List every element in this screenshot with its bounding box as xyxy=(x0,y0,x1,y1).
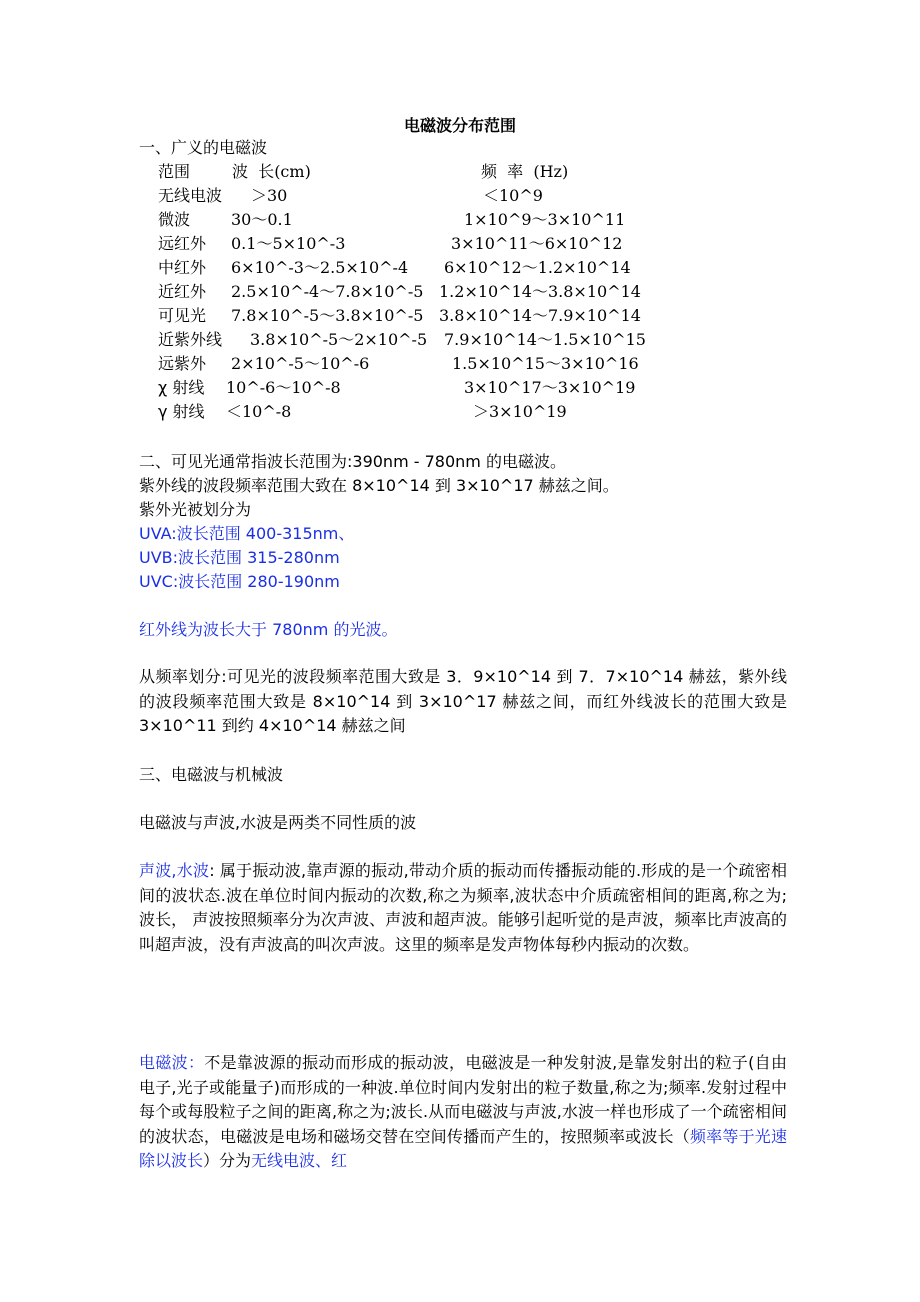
row-name: 近紫外线 xyxy=(158,330,223,349)
em-wave-paragraph xyxy=(139,1051,787,1174)
col-header-range: 范围 xyxy=(158,162,191,181)
col-header-wavelength: 波 长(cm) xyxy=(232,162,311,181)
sound-wave-paragraph xyxy=(139,859,787,957)
uvc-text: UVC:波长范围 280-190nm xyxy=(139,572,340,591)
row-frequency: 3×10^17～3×10^19 xyxy=(464,378,636,397)
uv-band-text: 紫外线的波段频率范围大致在 8×10^14 到 3×10^17 赫兹之间。 xyxy=(139,476,619,495)
row-frequency: 6×10^12～1.2×10^14 xyxy=(444,258,631,277)
section1-heading: 一、广义的电磁波 xyxy=(139,138,268,157)
row-name: 远紫外 xyxy=(158,354,207,373)
row-name: 近红外 xyxy=(158,282,207,301)
row-frequency: 1.5×10^15～3×10^16 xyxy=(452,354,639,373)
col-header-frequency: 频 率 (Hz) xyxy=(481,162,569,181)
row-name: χ 射线 xyxy=(158,378,205,397)
row-wavelength: 30～0.1 xyxy=(231,210,293,229)
uvb-text: UVB:波长范围 315-280nm xyxy=(139,548,340,567)
row-name: 中红外 xyxy=(158,258,207,277)
row-wavelength: 10^-6～10^-8 xyxy=(226,378,341,397)
row-wavelength: 2×10^-5～10^-6 xyxy=(231,354,370,373)
row-name: γ 射线 xyxy=(158,402,205,421)
row-wavelength: ＜10^-8 xyxy=(226,402,292,421)
section3-heading: 三、电磁波与机械波 xyxy=(139,765,284,784)
sound-wave-label: 声波,水波 xyxy=(139,861,210,880)
frequency-division-paragraph: 从频率划分:可见光的波段频率范围大致是 3．9×10^14 到 7．7×10^14 赫兹，紫外线的波段频率范围大致是 8×10^14 到 3×10^17 赫兹之间，而红外线波长的范围大致是 3×10^11 到约 4×10^14 赫兹之间 xyxy=(139,667,787,735)
row-name: 可见光 xyxy=(158,306,207,325)
em-wave-formula: 频率等于光速除以波长 xyxy=(139,1126,787,1170)
visible-light-text: 二、可见光通常指波长范围为:390nm - 780nm 的电磁波。 xyxy=(139,452,566,471)
row-frequency: 3×10^11～6×10^12 xyxy=(451,234,623,253)
row-name: 远红外 xyxy=(158,234,207,253)
row-wavelength: 6×10^-3～2.5×10^-4 xyxy=(231,258,409,277)
em-wave-categories: 无线电波、红 xyxy=(251,1151,348,1170)
row-name: 无线电波 xyxy=(158,186,223,205)
row-wavelength: 3.8×10^-5～2×10^-5 xyxy=(250,330,428,349)
row-wavelength: 2.5×10^-4～7.8×10^-5 xyxy=(231,282,424,301)
row-wavelength: ＞30 xyxy=(251,186,288,205)
row-frequency: ＜10^9 xyxy=(483,186,543,205)
row-frequency: ＞3×10^19 xyxy=(473,402,567,421)
em-wave-text: 不是靠波源的振动而形成的振动波，电磁波是一种发射波,是靠发射出的粒子(自由电子,光子或能量子)而形成的一种波.单位时间内发射出的粒子数量,称之为;频率.发射过程中每个或每股粒子之间的距离,称之为;波长.从而电磁波与声波,水波一样也形成了一个疏密相间的波状态，电磁波是电场和磁场交替在空间传播而产生的，按照频率或波长（ xyxy=(139,1053,787,1146)
row-frequency: 7.9×10^14～1.5×10^15 xyxy=(444,330,646,349)
row-wavelength: 7.8×10^-5～3.8×10^-5 xyxy=(231,306,424,325)
sound-wave-text: : 属于振动波,靠声源的振动,带动介质的振动而传播振动能的.形成的是一个疏密相间的波状态.波在单位时间内振动的次数,称之为频率,波状态中介质疏密相间的距离,称之为;波长， 声波按照频率分为次声波、声波和超声波。能够引起听觉的是声波，频率比声波高的叫超声波，没有声波高的叫次声波。这里的频率是发声物体每秒内振动的次数。 xyxy=(139,861,787,954)
row-frequency: 1×10^9～3×10^11 xyxy=(464,210,626,229)
row-name: 微波 xyxy=(158,210,191,229)
section3-intro: 电磁波与声波,水波是两类不同性质的波 xyxy=(139,813,417,832)
infrared-text: 红外线为波长大于 780nm 的光波。 xyxy=(139,620,398,639)
row-wavelength: 0.1～5×10^-3 xyxy=(231,234,346,253)
em-wave-label: 电磁波： xyxy=(139,1053,205,1072)
row-frequency: 3.8×10^14～7.9×10^14 xyxy=(439,306,641,325)
uv-divided-text: 紫外光被划分为 xyxy=(139,500,252,519)
row-frequency: 1.2×10^14～3.8×10^14 xyxy=(439,282,641,301)
uva-text: UVA:波长范围 400-315nm、 xyxy=(139,524,355,543)
page-title: 电磁波分布范围 xyxy=(403,116,516,135)
em-wave-text-2: ）分为 xyxy=(203,1151,252,1170)
